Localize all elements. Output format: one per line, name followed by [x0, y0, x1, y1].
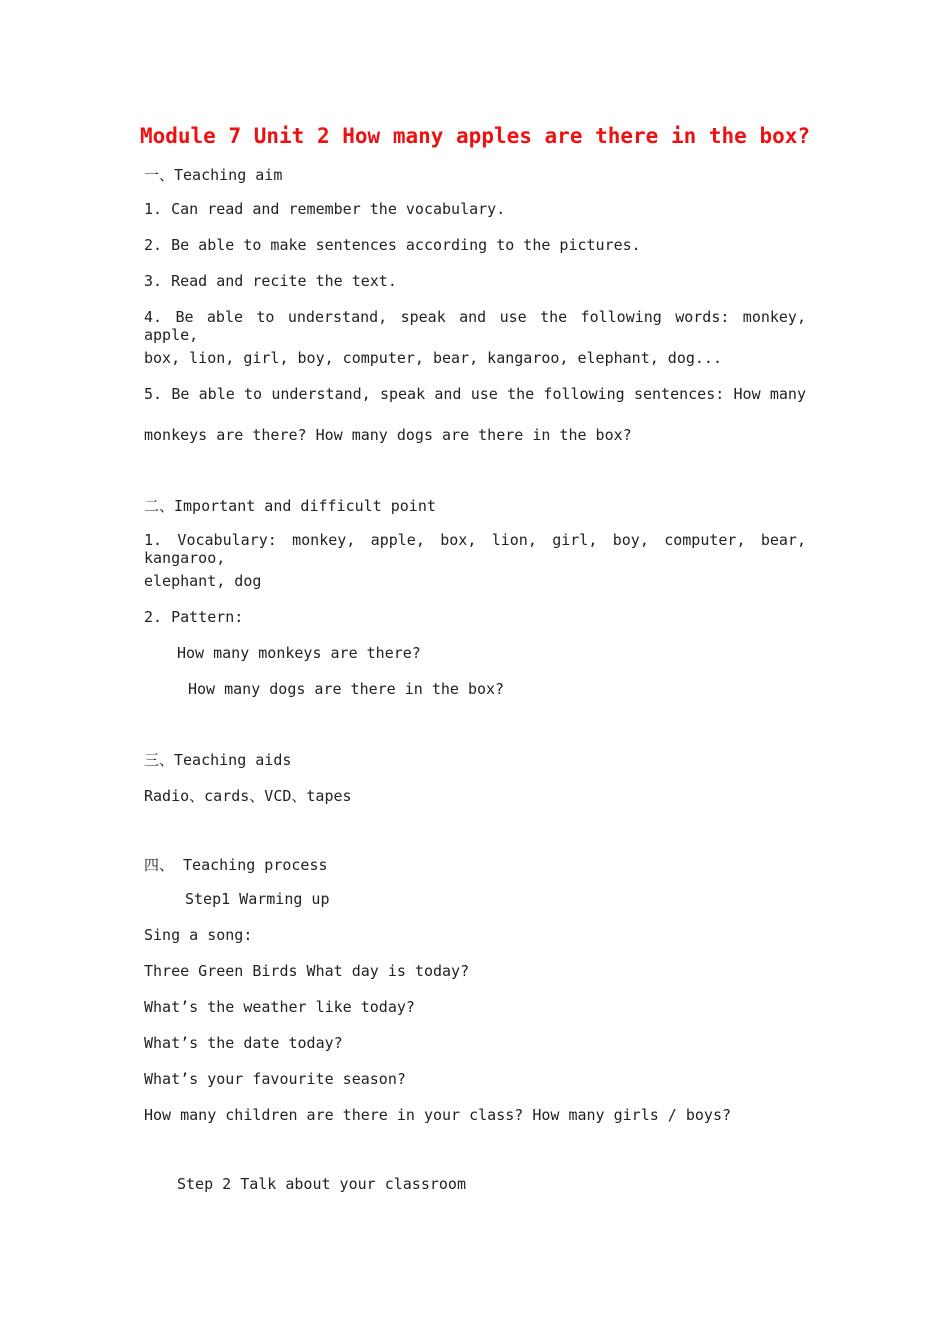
document-title: Module 7 Unit 2 How many apples are there in the box?	[139, 124, 811, 148]
process-line-2: Three Green Birds What day is today?	[144, 962, 470, 980]
process-line-5: What’s your favourite season?	[144, 1070, 406, 1088]
aids-list: Radio、cards、VCD、tapes	[144, 787, 352, 805]
aim-item-3: 3. Read and recite the text.	[144, 272, 397, 290]
point-item-vocabulary: 1. Vocabulary: monkey, apple, box, lion, girl, boy, computer, bear, kangaroo,	[144, 531, 806, 567]
process-line-3: What’s the weather like today?	[144, 998, 415, 1016]
aim-item-5: 5. Be able to understand, speak and use the following sentences: How many	[144, 385, 806, 403]
step-1-heading: Step1 Warming up	[185, 890, 330, 908]
aim-item-4: 4. Be able to understand, speak and use the following words: monkey, apple,	[144, 308, 806, 344]
aim-item-5-continued: monkeys are there? How many dogs are there in the box?	[144, 426, 632, 444]
pattern-sentence-1: How many monkeys are there?	[177, 644, 421, 662]
section-heading-important-point: 二、Important and difficult point	[144, 497, 436, 515]
aim-item-4-continued: box, lion, girl, boy, computer, bear, kangaroo, elephant, dog...	[144, 349, 722, 367]
aim-item-2: 2. Be able to make sentences according to the pictures.	[144, 236, 641, 254]
point-item-vocabulary-continued: elephant, dog	[144, 572, 262, 590]
process-line-1: Sing a song:	[144, 926, 253, 944]
point-item-pattern: 2. Pattern:	[144, 608, 244, 626]
pattern-sentence-2: How many dogs are there in the box?	[188, 680, 505, 698]
aim-item-1: 1. Can read and remember the vocabulary.	[144, 200, 506, 218]
section-heading-teaching-aim: 一、Teaching aim	[144, 166, 283, 184]
process-line-4: What’s the date today?	[144, 1034, 343, 1052]
section-heading-teaching-aids: 三、Teaching aids	[144, 751, 292, 769]
process-line-6: How many children are there in your class? How many girls / boys?	[144, 1106, 731, 1124]
step-2-heading: Step 2 Talk about your classroom	[177, 1175, 466, 1193]
section-heading-teaching-process: 四、 Teaching process	[144, 856, 328, 874]
